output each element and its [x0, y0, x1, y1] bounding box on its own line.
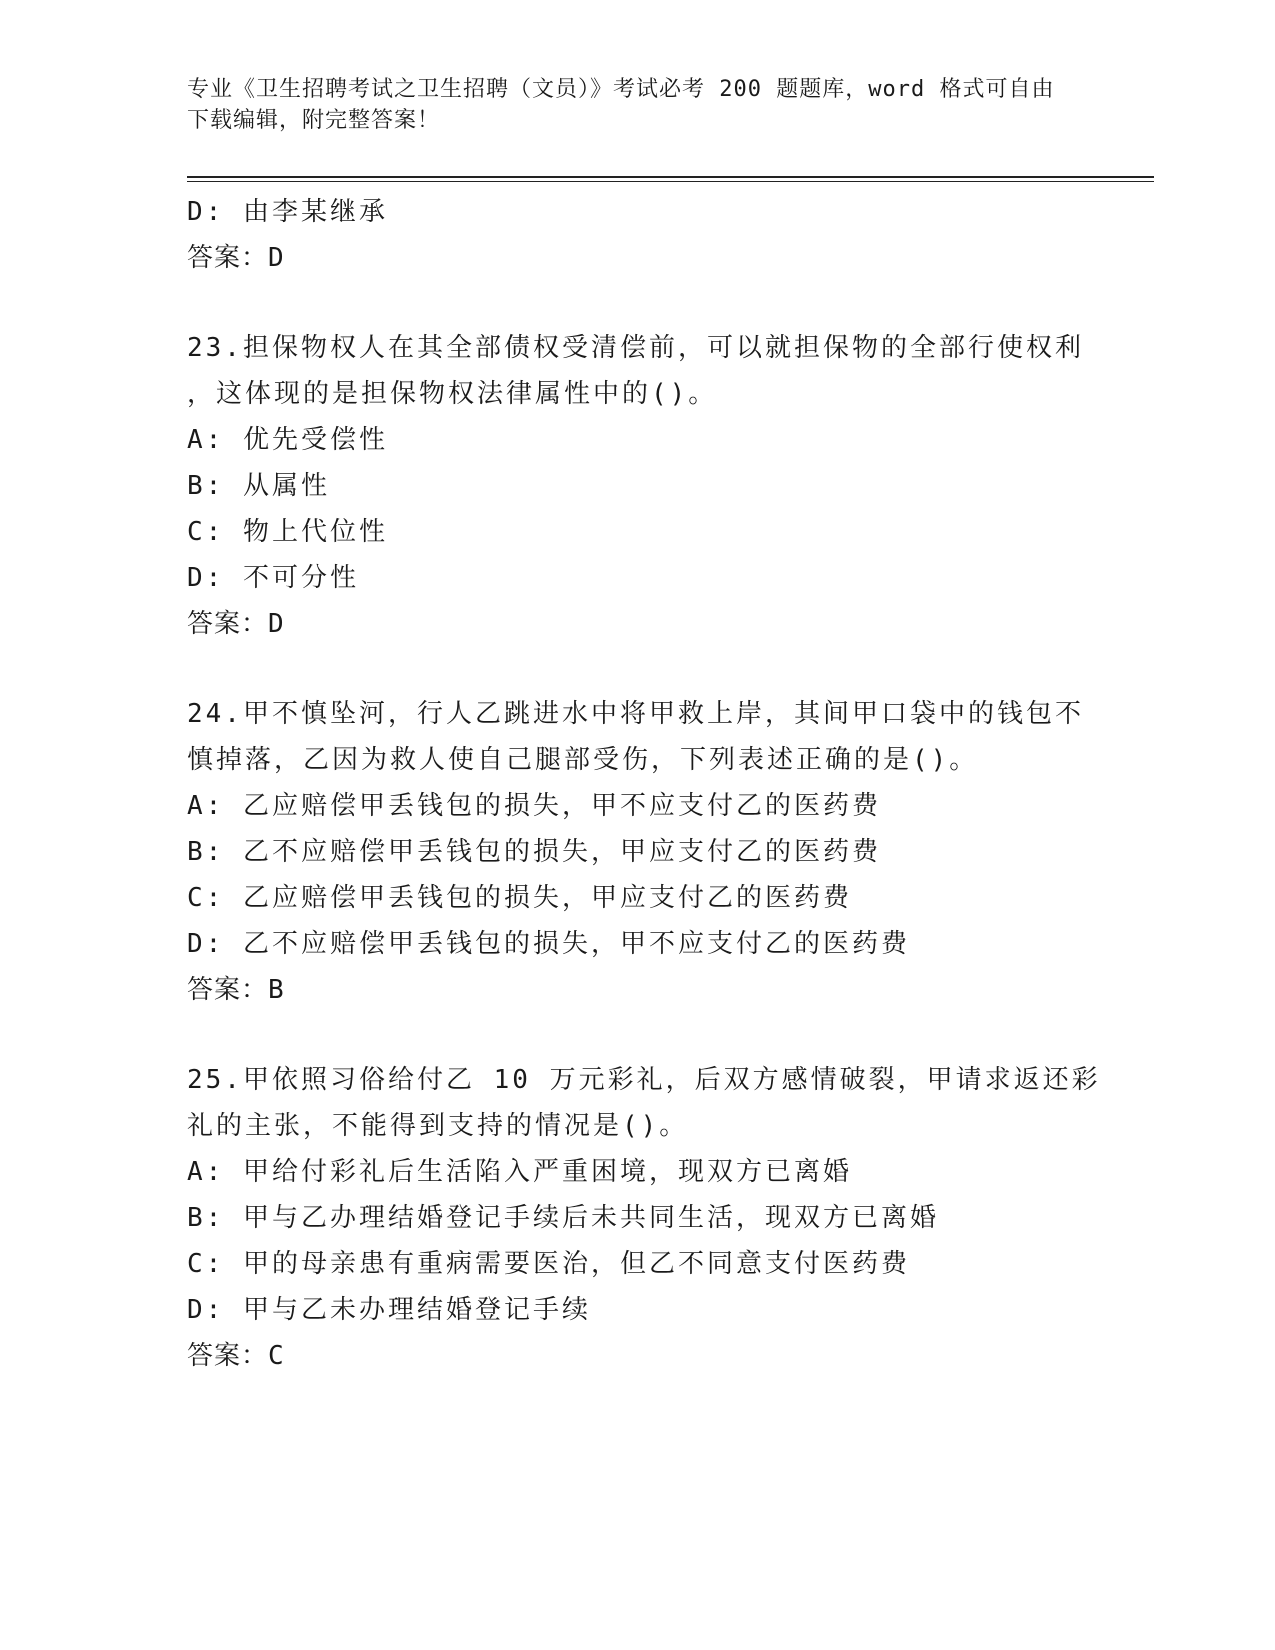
question-stem: ，这体现的是担保物权法律属性中的()。 [187, 379, 718, 409]
option-a: A: 乙应赔偿甲丢钱包的损失，甲不应支付乙的医药费 [187, 791, 881, 821]
answer: 答案：D [187, 609, 285, 639]
option-a: A: 甲给付彩礼后生活陷入严重困境，现双方已离婚 [187, 1157, 852, 1187]
option-a: A: 优先受偿性 [187, 425, 388, 455]
header-divider-thick [187, 176, 1154, 178]
option-c: C: 乙应赔偿甲丢钱包的损失，甲应支付乙的医药费 [187, 883, 852, 913]
option-d: D: 由李某继承 [187, 197, 388, 227]
option-d: D: 甲与乙未办理结婚登记手续 [187, 1295, 591, 1325]
answer: 答案：D [187, 243, 285, 273]
page-header: 专业《卫生招聘考试之卫生招聘（文员）》考试必考 200 题题库，word 格式可自由下载编辑，附完整答案！ [187, 77, 1055, 133]
question-25 [187, 1057, 1101, 1379]
option-c: C: 物上代位性 [187, 517, 388, 547]
question-24 [187, 691, 1087, 1013]
option-c: C: 甲的母亲患有重病需要医治，但乙不同意支付医药费 [187, 1249, 910, 1279]
question-spacer [187, 647, 1087, 691]
question-spacer [187, 1013, 1087, 1057]
option-d: D: 不可分性 [187, 563, 359, 593]
question-stem: 礼的主张，不能得到支持的情况是()。 [187, 1111, 689, 1141]
option-d: D: 乙不应赔偿甲丢钱包的损失，甲不应支付乙的医药费 [187, 929, 910, 959]
answer: 答案：C [187, 1341, 285, 1371]
option-b: B: 甲与乙办理结婚登记手续后未共同生活，现双方已离婚 [187, 1203, 939, 1233]
answer: 答案：B [187, 975, 285, 1005]
question-spacer [187, 281, 1087, 325]
option-b: B: 从属性 [187, 471, 330, 501]
question-stem: 23.担保物权人在其全部债权受清偿前，可以就担保物的全部行使权利 [187, 333, 1084, 363]
question-stem: 慎掉落，乙因为救人使自己腿部受伤，下列表述正确的是()。 [187, 745, 979, 775]
question-23 [187, 325, 1087, 647]
question-stem: 25.甲依照习俗给付乙 10 万元彩礼，后双方感情破裂，甲请求返还彩 [187, 1065, 1101, 1095]
header-divider-thin [187, 181, 1154, 182]
question-content [187, 189, 1101, 1379]
question-stem: 24.甲不慎坠河，行人乙跳进水中将甲救上岸，其间甲口袋中的钱包不 [187, 699, 1084, 729]
option-b: B: 乙不应赔偿甲丢钱包的损失，甲应支付乙的医药费 [187, 837, 881, 867]
